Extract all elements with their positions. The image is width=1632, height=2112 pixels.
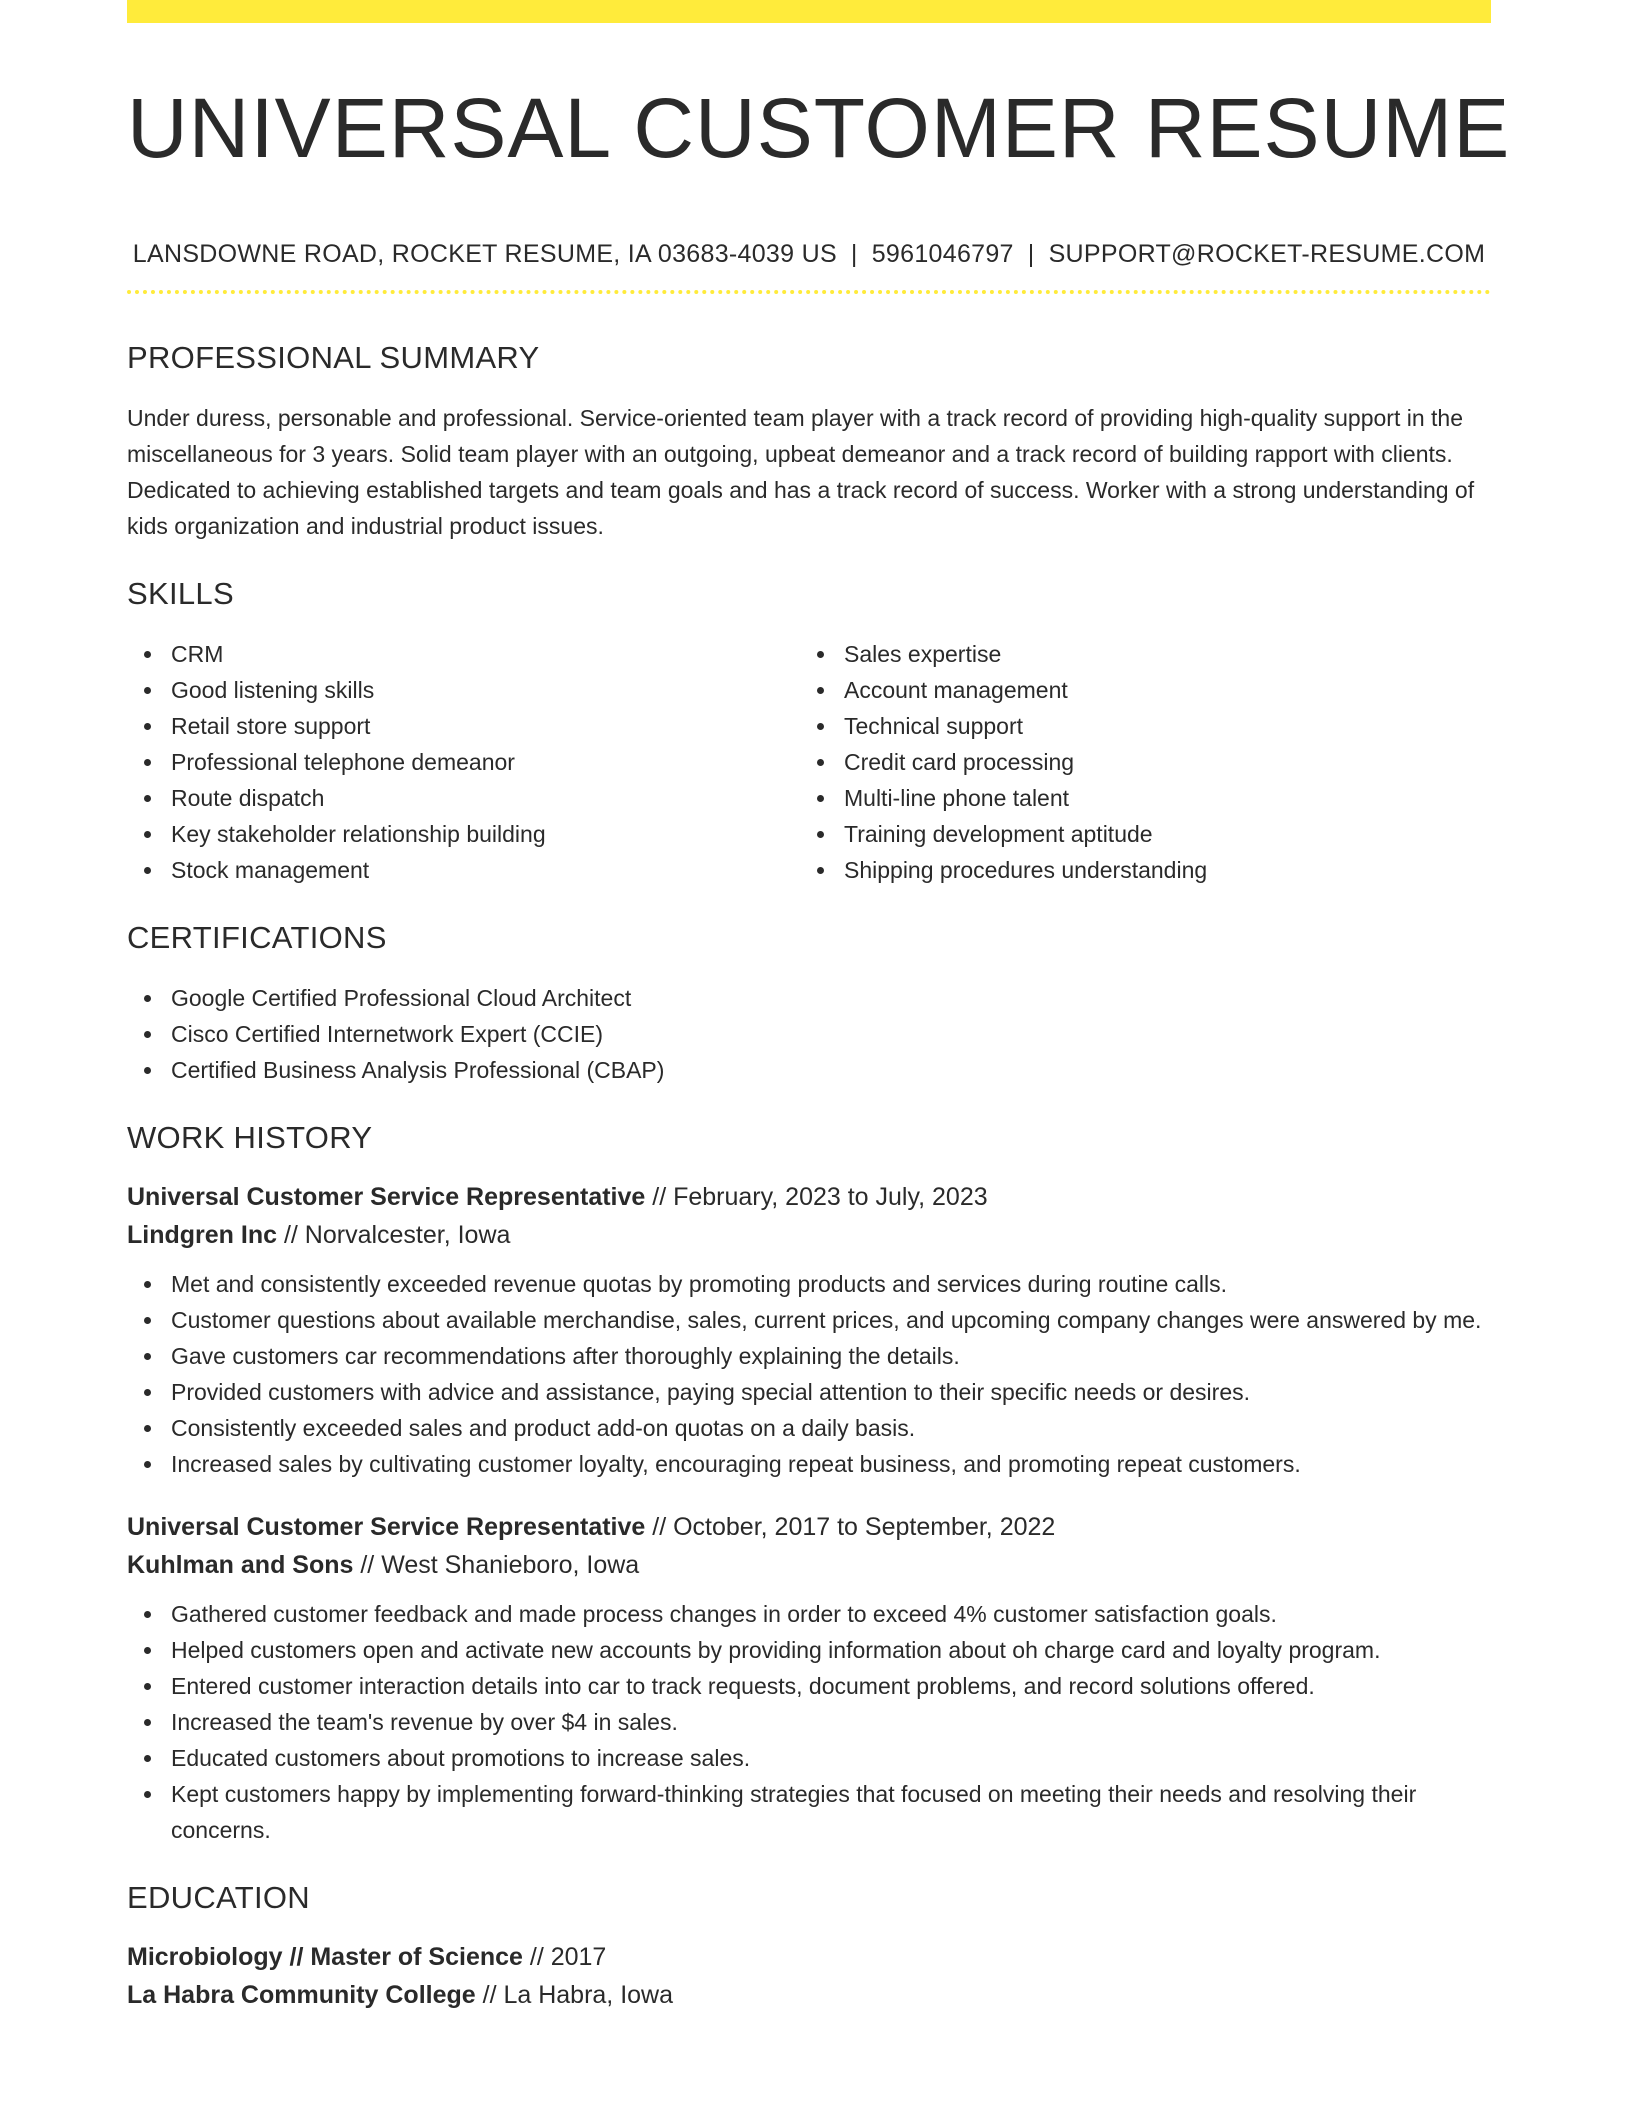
skill-item: Training development aptitude — [800, 816, 1473, 852]
education-entry — [127, 1938, 1491, 2014]
resume-title: UNIVERSAL CUSTOMER RESUME — [127, 81, 1511, 175]
education-heading: EDUCATION — [127, 1880, 310, 1915]
job-bullet: Increased the team's revenue by over $4 in sales. — [127, 1704, 1491, 1740]
job-title: Universal Customer Service Representative — [127, 1513, 646, 1541]
top-accent-bar — [127, 0, 1491, 23]
dotted-divider — [127, 290, 1491, 294]
skill-item: Good listening skills — [127, 672, 800, 708]
job-entry — [127, 1178, 1491, 1482]
skill-item: CRM — [127, 636, 800, 672]
job-dates: // October, 2017 to September, 2022 — [645, 1513, 1056, 1541]
education-degree-line — [127, 1938, 1491, 1976]
job-bullet: Customer questions about available merchandise, sales, current prices, and upcoming company changes were answered by me. — [127, 1302, 1491, 1338]
contact-separator: | — [1027, 240, 1035, 268]
job-company-line — [127, 1546, 1491, 1584]
contact-separator: | — [850, 240, 858, 268]
skills-grid — [127, 636, 1491, 888]
job-bullet: Gathered customer feedback and made process changes in order to exceed 4% customer satisfaction goals. — [127, 1596, 1491, 1632]
job-bullets — [127, 1596, 1491, 1848]
job-bullet: Met and consistently exceeded revenue quotas by promoting products and services during routine calls. — [127, 1266, 1491, 1302]
education-school-line — [127, 1976, 1491, 2014]
job-location: // Norvalcester, Iowa — [277, 1221, 511, 1249]
job-bullets — [127, 1266, 1491, 1482]
education-location: // La Habra, Iowa — [475, 1981, 673, 2009]
certification-item: Certified Business Analysis Professional (CBAP) — [127, 1052, 1491, 1088]
work-history-heading: WORK HISTORY — [127, 1120, 373, 1155]
skill-item: Sales expertise — [800, 636, 1473, 672]
certification-item: Google Certified Professional Cloud Architect — [127, 980, 1491, 1016]
skills-list-left — [127, 636, 800, 888]
job-entry — [127, 1508, 1491, 1848]
skill-item: Route dispatch — [127, 780, 800, 816]
job-location: // West Shanieboro, Iowa — [353, 1551, 640, 1579]
job-title-line — [127, 1178, 1491, 1216]
education-school: La Habra Community College — [127, 1981, 476, 2009]
skill-item: Account management — [800, 672, 1473, 708]
certifications-list — [127, 980, 1491, 1088]
job-bullet: Provided customers with advice and assistance, paying special attention to their specific needs or desires. — [127, 1374, 1491, 1410]
contact-line — [127, 238, 1491, 270]
contact-phone: 5961046797 — [871, 240, 1014, 268]
skill-item: Professional telephone demeanor — [127, 744, 800, 780]
job-title-line — [127, 1508, 1491, 1546]
skills-column-left — [127, 636, 800, 888]
skill-item: Credit card processing — [800, 744, 1473, 780]
resume-page — [127, 0, 1511, 2014]
skills-heading: SKILLS — [127, 576, 234, 611]
summary-heading: PROFESSIONAL SUMMARY — [127, 340, 540, 375]
skills-list-right — [800, 636, 1473, 888]
job-bullet: Helped customers open and activate new accounts by providing information about oh charge card and loyalty program. — [127, 1632, 1491, 1668]
certifications-heading: CERTIFICATIONS — [127, 920, 387, 955]
job-company: Lindgren Inc — [127, 1221, 277, 1249]
job-dates: // February, 2023 to July, 2023 — [645, 1183, 988, 1211]
job-bullet: Gave customers car recommendations after thoroughly explaining the details. — [127, 1338, 1491, 1374]
summary-text: Under duress, personable and professional. Service-oriented team player with a track record of providing high-quality support in the miscellaneous for 3 years. Solid team player with an outgoing, upbeat demeanor and a track record of building rapport with clients. Dedicated to achieving established targets and team goals and has a track record of success. Worker with a strong understanding of kids organization and industrial product issues. — [127, 405, 1475, 539]
education-degree: Microbiology // Master of Science — [127, 1943, 523, 1971]
education-year: // 2017 — [522, 1943, 607, 1971]
skill-item: Multi-line phone talent — [800, 780, 1473, 816]
contact-address: LANSDOWNE ROAD, ROCKET RESUME, IA 03683-4039 US — [132, 240, 837, 268]
job-bullet: Kept customers happy by implementing forward-thinking strategies that focused on meeting their needs and resolving their concerns. — [127, 1776, 1491, 1848]
contact-email: SUPPORT@ROCKET-RESUME.COM — [1048, 240, 1486, 268]
job-bullet: Consistently exceeded sales and product add-on quotas on a daily basis. — [127, 1410, 1491, 1446]
skill-item: Technical support — [800, 708, 1473, 744]
job-bullet: Increased sales by cultivating customer loyalty, encouraging repeat business, and promoting repeat customers. — [127, 1446, 1491, 1482]
skills-column-right — [800, 636, 1473, 888]
job-bullet: Entered customer interaction details into car to track requests, document problems, and record solutions offered. — [127, 1668, 1491, 1704]
skill-item: Shipping procedures understanding — [800, 852, 1473, 888]
skill-item: Key stakeholder relationship building — [127, 816, 800, 852]
job-title: Universal Customer Service Representative — [127, 1183, 646, 1211]
skill-item: Retail store support — [127, 708, 800, 744]
job-bullet: Educated customers about promotions to increase sales. — [127, 1740, 1491, 1776]
job-company: Kuhlman and Sons — [127, 1551, 354, 1579]
certification-item: Cisco Certified Internetwork Expert (CCIE) — [127, 1016, 1491, 1052]
job-company-line — [127, 1216, 1491, 1254]
skill-item: Stock management — [127, 852, 800, 888]
